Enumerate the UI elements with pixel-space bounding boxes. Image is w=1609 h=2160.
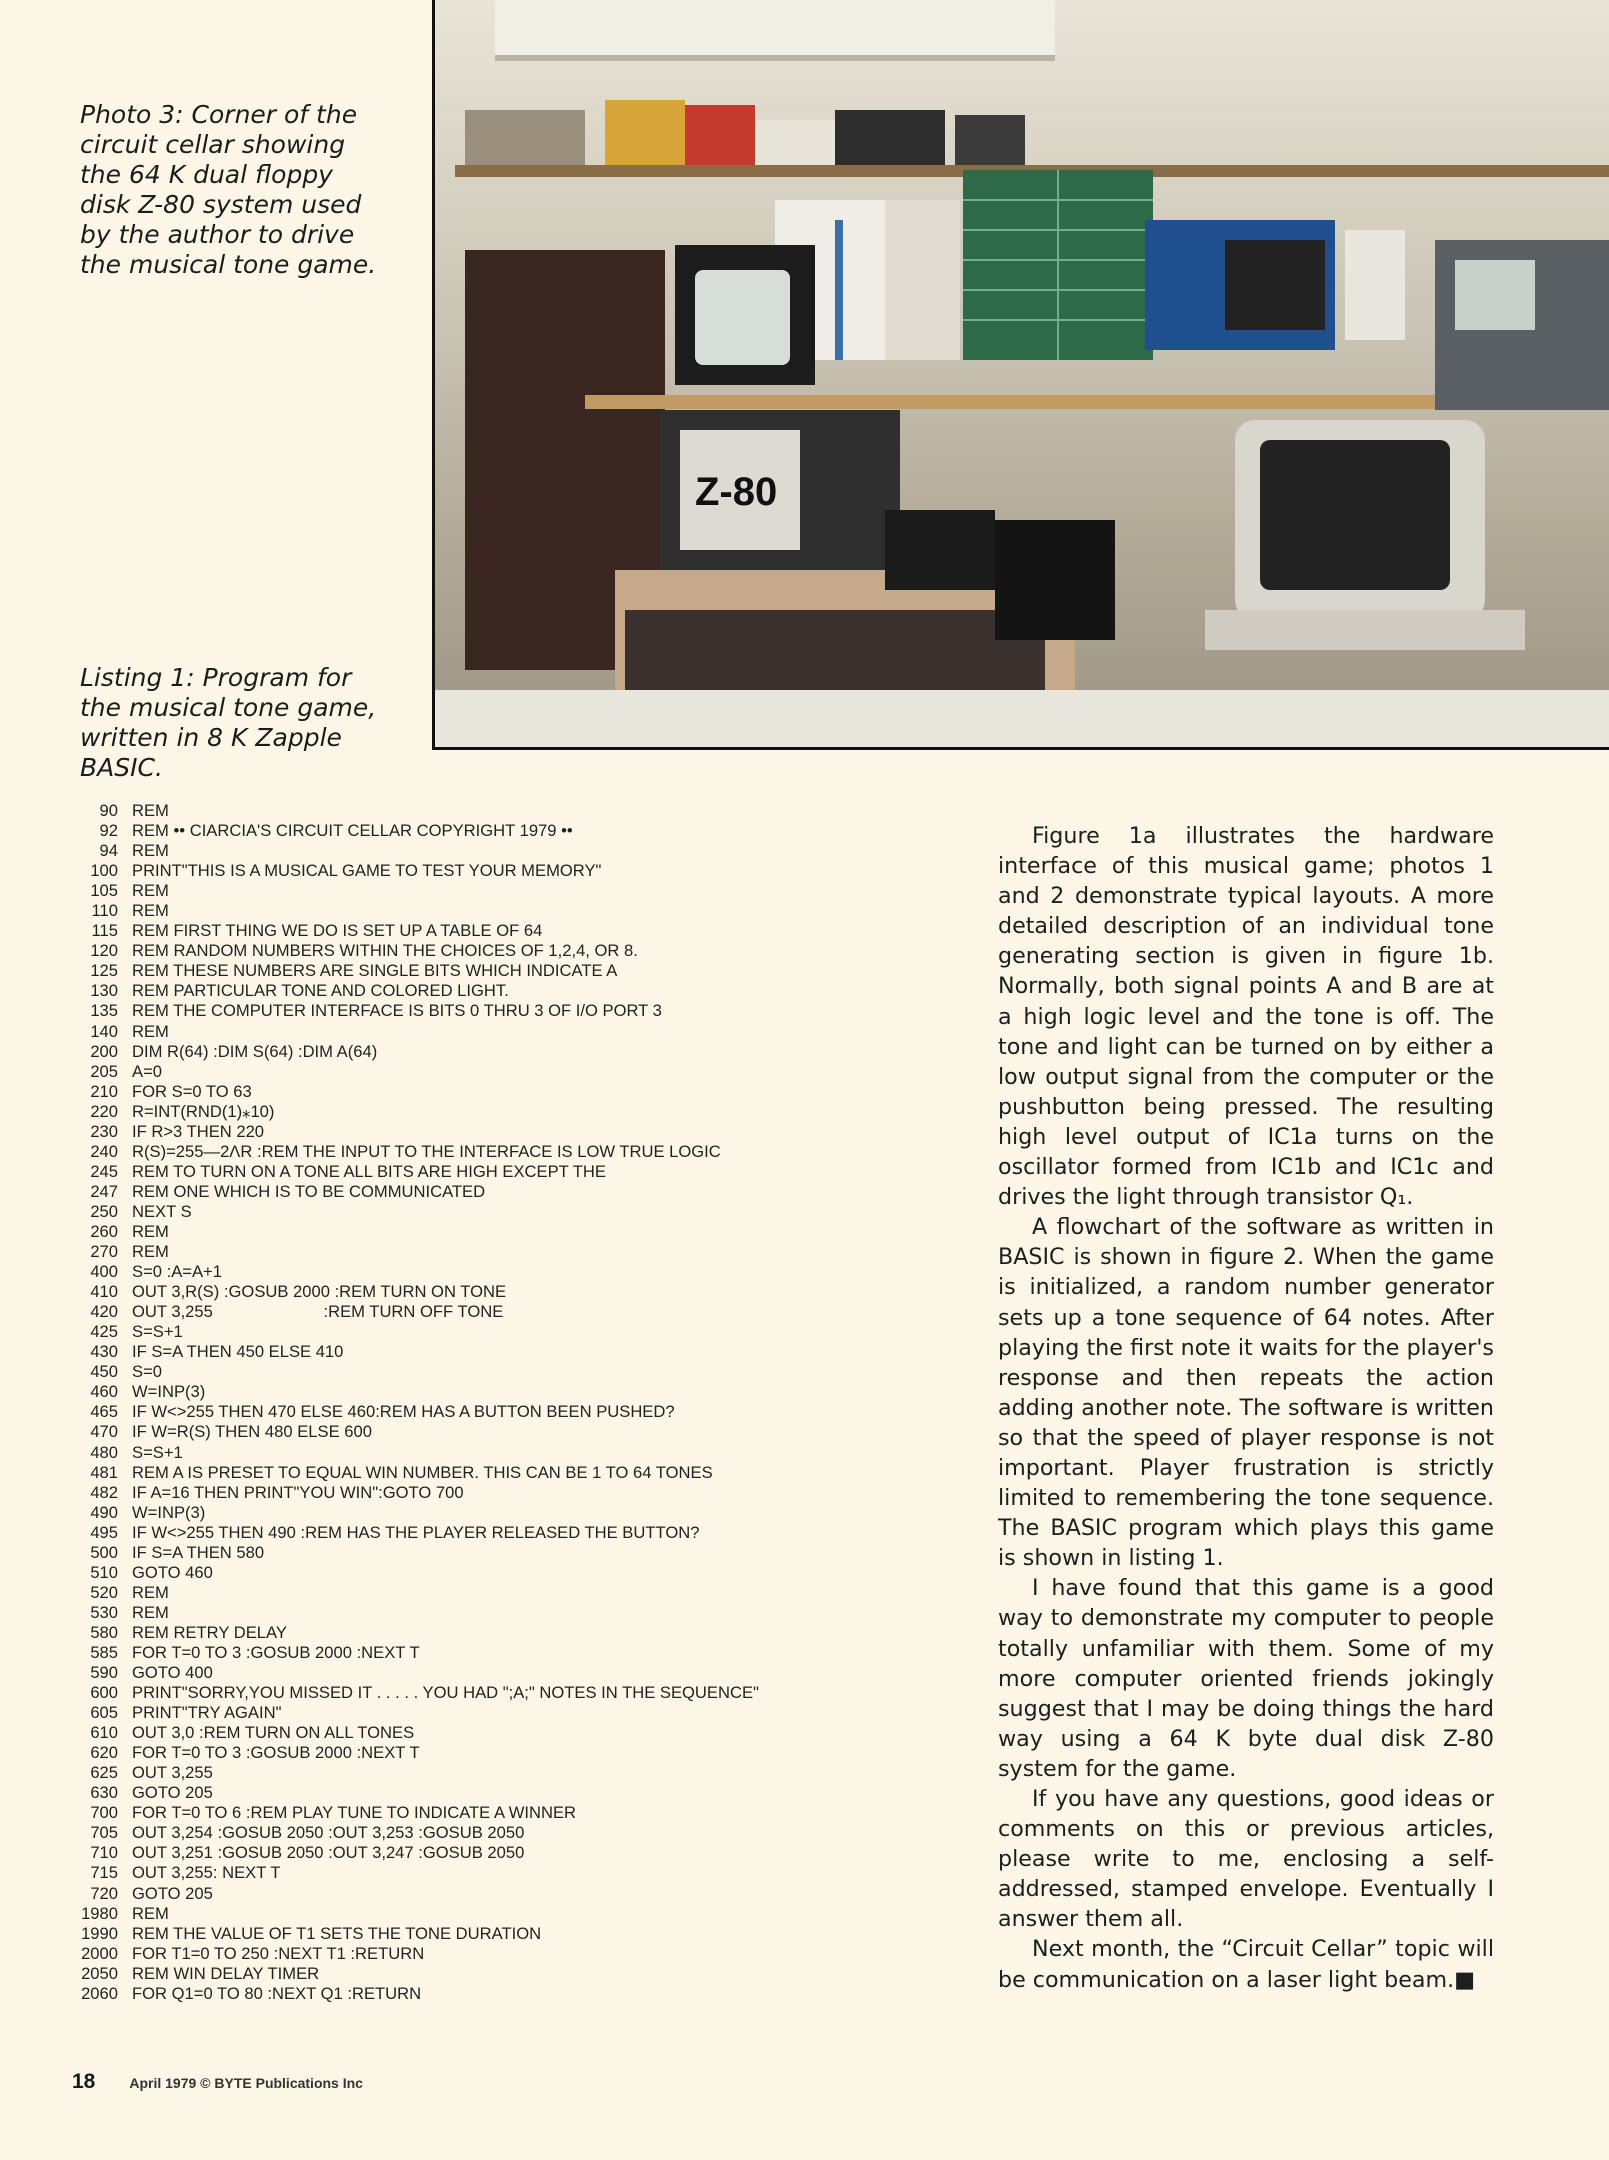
code-line [58,941,918,961]
code-line [58,1362,918,1382]
photo-caption: Photo 3: Corner of the circuit cellar showing the 64 K dual floppy disk Z-80 system used by the author to drive the musical tone game. [80,100,377,279]
code-text: S=S+1 [132,1322,183,1342]
code-text: OUT 3,0 :REM TURN ON ALL TONES [132,1723,415,1743]
code-text: REM A IS PRESET TO EQUAL WIN NUMBER. THIS CAN BE 1 TO 64 TONES [132,1462,713,1482]
code-line [58,961,918,981]
line-number: 120 [90,941,118,961]
line-number: 400 [90,1262,118,1282]
code-text: REM WIN DELAY TIMER [132,1963,320,1983]
code-text: IF S=A THEN 580 [132,1542,265,1562]
footer-credit: April 1979 © BYTE Publications Inc [129,2075,363,2091]
article-paragraph: A flowchart of the software as written in BASIC is shown in figure 2. When the game is initialized, a random number generator sets up a tone sequence of 64 notes. After playing the first note it waits for the player's response and then repeats the action adding another note. The software is written so that the speed of player response is not important. Player frustration is strictly limited to remembering the tone sequence. The BASIC program which plays this game is shown in listing 1. [998,1214,1494,1572]
line-number: 520 [90,1582,118,1602]
code-text: DIM R(64) :DIM S(64) :DIM A(64) [132,1041,378,1061]
ceiling-light [495,0,1055,60]
line-number: 425 [90,1322,118,1342]
code-line [58,861,918,881]
article-paragraph: Figure 1a illustrates the hardware interface of this musical game; photos 1 and 2 demonstrate typical layouts. A more detailed description of an individual tone generating section is given in figure 1b. Normally, both signal points A and B are at a high logic level and the tone is off. The tone and light can be turned on by either a low output signal from the computer or the pushbutton being pressed. The resulting high level output of IC1a turns on the oscillator formed from IC1b and IC1c and drives the light through transistor Q₁. [998,823,1494,1211]
line-number: 135 [90,1001,118,1021]
code-text: S=0 [132,1362,162,1382]
line-number: 470 [90,1422,118,1442]
code-text: REM [132,841,169,861]
z80-emblem: Z-80 [695,470,778,514]
code-text: PRINT"SORRY,YOU MISSED IT . . . . . YOU HAD ";A;" NOTES IN THE SEQUENCE" [132,1683,759,1703]
code-text: R(S)=255—2ΛR :REM THE INPUT TO THE INTERFACE IS LOW TRUE LOGIC [132,1141,721,1161]
line-number: 465 [90,1402,118,1422]
line-number: 125 [90,961,118,981]
code-text: REM RANDOM NUMBERS WITHIN THE CHOICES OF 1,2,4, OR 8. [132,941,638,961]
line-number: 115 [91,921,118,941]
line-number: 450 [90,1362,118,1382]
code-line [58,801,918,821]
code-text: NEXT S [132,1201,192,1221]
code-text: GOTO 205 [132,1883,213,1903]
article-paragraph: If you have any questions, good ideas or comments on this or previous articles, please write to me, enclosing a self-addressed, stamped envelope. Eventually I answer them all. [998,1786,1494,1933]
code-line [58,1402,918,1422]
code-text: REM [132,1021,169,1041]
code-text: FOR T=0 TO 3 :GOSUB 2000 :NEXT T [132,1743,420,1763]
code-line [58,1583,918,1603]
page-number: 18 [72,2070,96,2093]
line-number: 100 [90,861,118,881]
line-number: 705 [90,1823,118,1843]
code-line [58,1563,918,1583]
line-number: 2000 [81,1943,118,1963]
code-text: REM [132,1242,169,1262]
code-text: PRINT"THIS IS A MUSICAL GAME TO TEST YOUR MEMORY" [132,861,602,881]
code-line [58,841,918,861]
code-text: FOR T1=0 TO 250 :NEXT T1 :RETURN [132,1943,425,1963]
code-text: A=0 [132,1061,162,1081]
code-text: REM THE VALUE OF T1 SETS THE TONE DURATION [132,1923,542,1943]
code-line [58,1803,918,1823]
code-line [58,1142,918,1162]
code-text: OUT 3,255: NEXT T [132,1863,281,1883]
code-line [58,1182,918,1202]
code-text: OUT 3,254 :GOSUB 2050 :OUT 3,253 :GOSUB 2050 [132,1823,525,1843]
code-line [58,1543,918,1563]
code-text: GOTO 460 [132,1562,213,1582]
line-number: 585 [90,1642,118,1662]
line-number: 610 [90,1723,118,1743]
line-number: 510 [90,1562,118,1582]
code-text: REM [132,901,169,921]
code-line [58,1082,918,1102]
code-line [58,1703,918,1723]
code-text: FOR T=0 TO 6 :REM PLAY TUNE TO INDICATE A WINNER [132,1803,576,1823]
code-line [58,1162,918,1182]
code-text: REM [132,1582,169,1602]
code-line [58,1001,918,1021]
code-line [58,901,918,921]
line-number: 210 [90,1081,118,1101]
article-paragraph: Next month, the “Circuit Cellar” topic will be communication on a laser light beam.■ [998,1936,1494,1993]
code-text: REM ONE WHICH IS TO BE COMMUNICATED [132,1181,486,1201]
line-number: 482 [90,1482,118,1502]
line-number: 270 [90,1242,118,1262]
code-line [58,981,918,1001]
line-number: 480 [90,1442,118,1462]
code-line [58,1322,918,1342]
code-line [58,1382,918,1402]
code-line [58,1984,918,2004]
code-text: FOR S=0 TO 63 [132,1081,252,1101]
line-number: 700 [90,1803,118,1823]
line-number: 410 [90,1282,118,1302]
line-number: 245 [90,1161,118,1181]
line-number: 495 [90,1522,118,1542]
code-line [58,881,918,901]
line-number: 94 [99,841,118,861]
line-number: 590 [90,1663,118,1683]
code-line [58,1863,918,1883]
line-number: 105 [90,881,118,901]
line-number: 205 [90,1061,118,1081]
code-line [58,1743,918,1763]
article-paragraph: I have found that this game is a good way to demonstrate my computer to people totally unfamiliar with them. Some of my more computer oriented friends jokingly suggest that I may be doing things the hard way using a 64 K byte dual disk Z-80 system for the game. [998,1575,1494,1782]
line-number: 715 [90,1863,118,1883]
line-number: 490 [90,1502,118,1522]
code-line [58,1723,918,1743]
code-line [58,1463,918,1483]
code-text: S=0 :A=A+1 [132,1262,222,1282]
line-number: 580 [90,1622,118,1642]
code-text: GOTO 205 [132,1783,213,1803]
code-text: S=S+1 [132,1442,183,1462]
code-line [58,1042,918,1062]
code-text: REM [132,1903,169,1923]
code-text: OUT 3,255 :REM TURN OFF TONE [132,1302,504,1322]
code-text: W=INP(3) [132,1382,206,1402]
page-footer [72,2070,363,2094]
line-number: 92 [99,821,118,841]
line-number: 600 [90,1683,118,1703]
code-line [58,1843,918,1863]
code-line [58,1242,918,1262]
line-number: 430 [90,1342,118,1362]
line-number: 2060 [81,1983,118,2003]
line-number: 130 [90,981,118,1001]
code-text: IF W<>255 THEN 490 :REM HAS THE PLAYER RELEASED THE BUTTON? [132,1522,700,1542]
code-text: REM THE COMPUTER INTERFACE IS BITS 0 THRU 3 OF I/O PORT 3 [132,1001,662,1021]
code-text: REM TO TURN ON A TONE ALL BITS ARE HIGH EXCEPT THE [132,1161,606,1181]
line-number: 625 [90,1763,118,1783]
code-line [58,1884,918,1904]
code-line [58,1783,918,1803]
code-line [58,1483,918,1503]
code-line [58,1663,918,1683]
line-number: 420 [90,1302,118,1322]
photo-circuit-cellar [432,0,1609,750]
line-number: 1990 [81,1923,118,1943]
code-text: REM RETRY DELAY [132,1622,287,1642]
basic-program-listing [58,801,918,2004]
line-number: 481 [90,1462,118,1482]
code-text: IF W=R(S) THEN 480 ELSE 600 [132,1422,372,1442]
code-line [58,821,918,841]
article-body [998,821,1494,1995]
code-line [58,921,918,941]
code-text: REM [132,1221,169,1241]
code-text: REM FIRST THING WE DO IS SET UP A TABLE OF 64 [132,921,543,941]
code-line [58,1683,918,1703]
listing-caption: Listing 1: Program for the musical tone game, written in 8 K Zapple BASIC. [80,663,377,782]
code-text: R=INT(RND(1)⁎10) [132,1101,275,1121]
code-text: PRINT"TRY AGAIN" [132,1703,282,1723]
code-line [58,1603,918,1623]
line-number: 230 [90,1121,118,1141]
code-text: IF W<>255 THEN 470 ELSE 460:REM HAS A BUTTON BEEN PUSHED? [132,1402,675,1422]
code-text: FOR T=0 TO 3 :GOSUB 2000 :NEXT T [132,1642,420,1662]
code-text: IF R>3 THEN 220 [132,1121,265,1141]
code-line [58,1924,918,1944]
line-number: 260 [90,1221,118,1241]
code-line [58,1643,918,1663]
code-line [58,1443,918,1463]
code-text: OUT 3,251 :GOSUB 2050 :OUT 3,247 :GOSUB 2050 [132,1843,525,1863]
code-line [58,1904,918,1924]
code-line [58,1342,918,1362]
code-line [58,1823,918,1843]
code-line [58,1302,918,1322]
code-line [58,1222,918,1242]
code-text: OUT 3,255 [132,1763,213,1783]
line-number: 240 [90,1141,118,1161]
code-line [58,1262,918,1282]
line-number: 500 [90,1542,118,1562]
line-number: 620 [90,1743,118,1763]
line-number: 250 [90,1201,118,1221]
line-number: 90 [99,801,118,820]
code-line [58,1062,918,1082]
code-line [58,1282,918,1302]
code-text: OUT 3,R(S) :GOSUB 2000 :REM TURN ON TONE [132,1282,507,1302]
line-number: 220 [90,1101,118,1121]
code-text: IF S=A THEN 450 ELSE 410 [132,1342,344,1362]
code-text: REM [132,881,169,901]
code-text: GOTO 400 [132,1663,213,1683]
code-text: REM [132,801,169,820]
line-number: 710 [90,1843,118,1863]
photo-illustration [435,0,1609,750]
line-number: 247 [90,1181,118,1201]
code-line [58,1523,918,1543]
code-text: REM [132,1602,169,1622]
line-number: 605 [90,1703,118,1723]
line-number: 110 [91,901,118,921]
code-line [58,1122,918,1142]
line-number: 720 [90,1883,118,1903]
code-line [58,1763,918,1783]
line-number: 140 [90,1021,118,1041]
code-line [58,1202,918,1222]
line-number: 2050 [81,1963,118,1983]
code-text: FOR Q1=0 TO 80 :NEXT Q1 :RETURN [132,1983,422,2003]
code-line [58,1022,918,1042]
code-line [58,1964,918,1984]
code-line [58,1623,918,1643]
line-number: 1980 [81,1903,118,1923]
line-number: 200 [90,1041,118,1061]
code-text: REM PARTICULAR TONE AND COLORED LIGHT. [132,981,509,1001]
code-text: IF A=16 THEN PRINT"YOU WIN":GOTO 700 [132,1482,464,1502]
code-line [58,1102,918,1122]
code-text: REM THESE NUMBERS ARE SINGLE BITS WHICH INDICATE A [132,961,618,981]
code-line [58,1503,918,1523]
counter-top [435,690,1609,750]
code-line [58,1944,918,1964]
line-number: 630 [90,1783,118,1803]
code-text: REM •• CIARCIA'S CIRCUIT CELLAR COPYRIGHT 1979 •• [132,821,573,841]
line-number: 460 [90,1382,118,1402]
line-number: 530 [90,1602,118,1622]
code-line [58,1422,918,1442]
code-text: W=INP(3) [132,1502,206,1522]
